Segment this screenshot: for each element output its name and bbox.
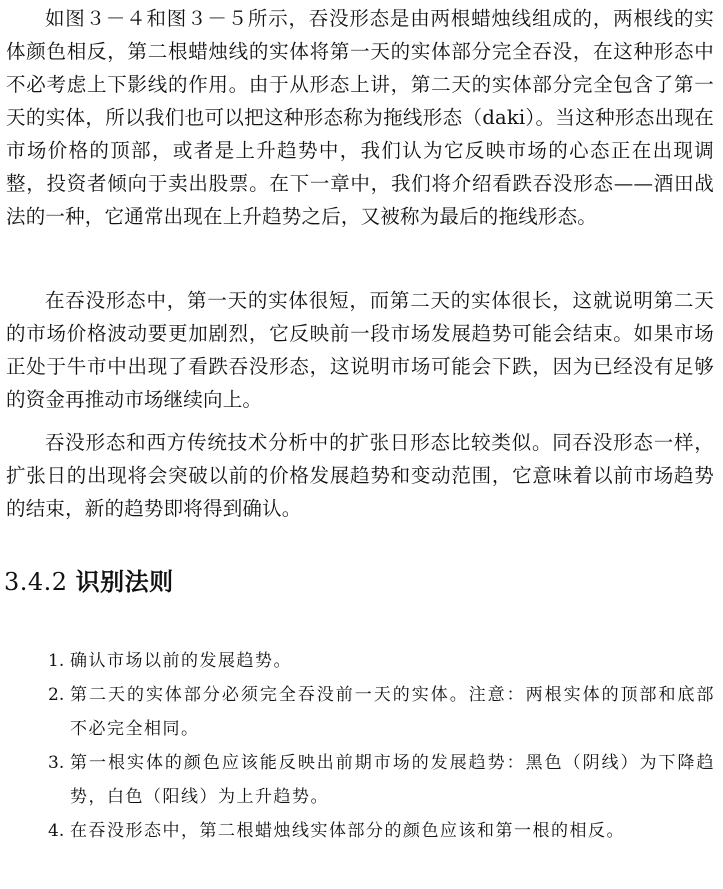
rule-list — [0, 644, 723, 848]
rule-text: 在吞没形态中，第二根蜡烛线实体部分的颜色应该和第一根的相反。 — [70, 821, 625, 841]
rule-text: 第二天的实体部分必须完全吞没前一天的实体。注意：两根实体的顶部和底部不必完全相同。 — [70, 685, 715, 739]
rule-item — [0, 746, 723, 814]
rule-index: 2. — [48, 685, 65, 705]
rule-item — [0, 814, 723, 848]
rule-text: 确认市场以前的发展趋势。 — [70, 651, 292, 671]
body-paragraph-1: 如图３－４和图３－５所示，吞没形态是由两根蜡烛线组成的，两根线的实体颜色相反，第二根蜡烛线的实体将第一天的实体部分完全吞没，在这种形态中不必考虑上下影线的作用。由于从形态上讲，第二天的实体部分完全包含了第一天的实体，所以我们也可以把这种形态称为拖线形态（daki）。当这种形态出现在市场价格的顶部，或者是上升趋势中，我们认为它反映市场的心态正在出现调整，投资者倾向于卖出股票。在下一章中，我们将介绍看跌吞没形态——酒田战法的一种，它通常出现在上升趋势之后，又被称为最后的拖线形态。 — [6, 7, 714, 228]
rule-item — [0, 644, 723, 678]
rule-index: 4. — [48, 821, 65, 841]
body-paragraph-2: 在吞没形态中，第一天的实体很短，而第二天的实体很长，这就说明第二天的市场价格波动要更加剧烈，它反映前一段市场发展趋势可能会结束。如果市场正处于牛市中出现了看跌吞没形态，这说明市场可能会下跌，因为已经没有足够的资金再推动市场继续向上。 — [6, 289, 714, 411]
rule-index: 1. — [48, 651, 65, 671]
rule-index: 3. — [48, 753, 65, 773]
section-title: 识别法则 — [75, 568, 174, 596]
rule-item — [0, 678, 723, 746]
section-heading — [4, 562, 174, 602]
rule-text: 第一根实体的颜色应该能反映出前期市场的发展趋势：黑色（阴线）为下降趋势，白色（阳线）为上升趋势。 — [70, 753, 715, 807]
section-number: 3.4.2 — [4, 568, 68, 596]
body-paragraph-3: 吞没形态和西方传统技术分析中的扩张日形态比较类似。同吞没形态一样，扩张日的出现将会突破以前的价格发展趋势和变动范围，它意味着以前市场趋势的结束，新的趋势即将得到确认。 — [6, 431, 714, 520]
